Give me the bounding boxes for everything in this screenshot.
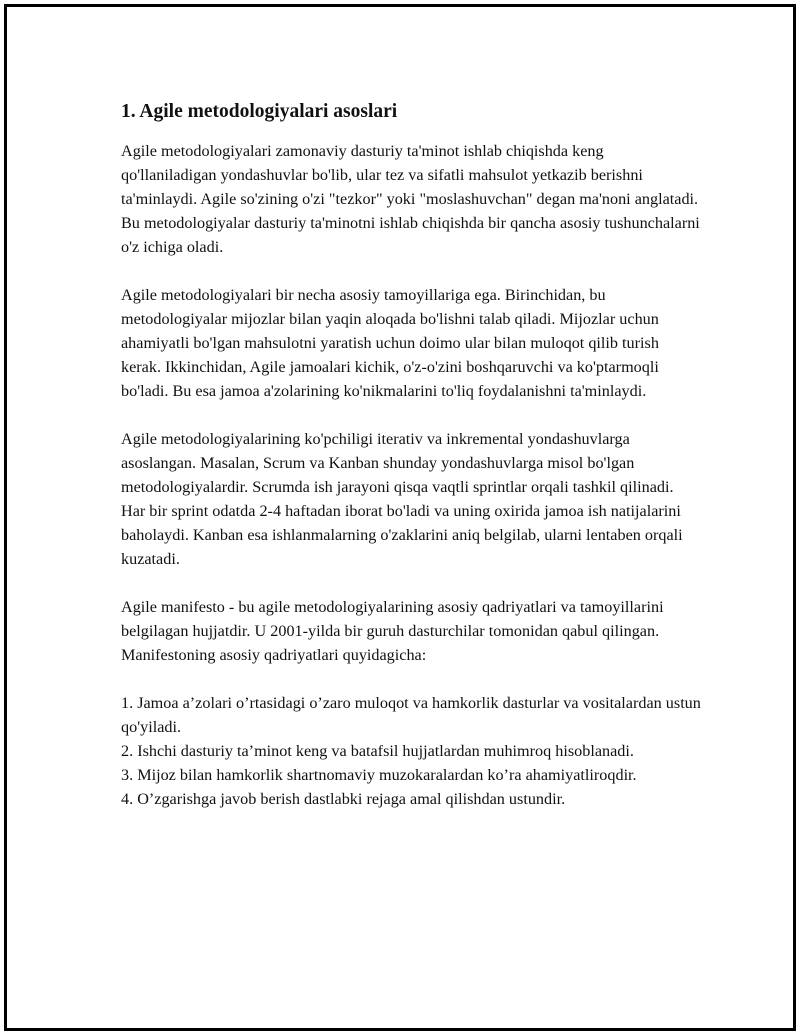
list-item: 2. Ishchi dasturiy ta’minot keng va batafsil hujjatlardan muhimroq hisoblanadi. [121,742,634,760]
list-item: 4. O’zgarishga javob berish dastlabki rejaga amal qilishdan ustundir. [121,790,566,808]
paragraph-manifesto: Agile manifesto - bu agile metodologiyalarining asosiy qadriyatlari va tamoyillarini belgilagan hujjatdir. U 2001-yilda bir guruh dasturchilar tomonidan qabul qilingan. Manifestoning asosiy qadriyatlari quyidagicha: [121,598,664,664]
paragraph-principles: Agile metodologiyalari bir necha asosiy tamoyillariga ega. Birinchidan, bu metodologiyalar mijozlar bilan yaqin aloqada bo'lishni talab qiladi. Mijozlar uchun ahamiyatli bo'lgan mahsulotni yaratish uchun doimo ular bilan muloqot qilib turish kerak. Ikkinchidan, Agile jamoalari kichik, o'z-o'zini boshqaruvchi va ko'ptarmoqli bo'ladi. Bu esa jamoa a'zolarining ko'nikmalarini to'liq foydalanishni ta'minlaydi. [121,286,659,400]
document-body [121,99,701,811]
manifesto-values-list [121,691,701,811]
paragraph-iterative: Agile metodologiyalarining ko'pchiligi iterativ va inkremental yondashuvlarga asoslangan. Masalan, Scrum va Kanban shunday yondashuvlarga misol bo'lgan metodologiyalardir. Scrumda ish jarayoni qisqa vaqtli sprintlar orqali tashkil qilinadi. Har bir sprint odatda 2-4 haftadan iborat bo'ladi va uning oxirida jamoa ish natijalarini baholaydi. Kanban esa ishlanmalarning o'zaklarini aniq belgilab, ularni lentaben orqali kuzatadi. [121,430,683,568]
list-item: 1. Jamoa a’zolari o’rtasidagi o’zaro muloqot va hamkorlik dasturlar va vositalardan ustun qo'yiladi. [121,694,701,736]
page-frame [4,4,796,1031]
list-item: 3. Mijoz bilan hamkorlik shartnomaviy muzokaralardan ko’ra ahamiyatliroqdir. [121,766,637,784]
document-title: 1. Agile metodologiyalari asoslari [121,101,398,122]
paragraph-intro: Agile metodologiyalari zamonaviy dasturiy ta'minot ishlab chiqishda keng qo'llaniladigan yondashuvlar bo'lib, ular tez va sifatli mahsulot yetkazib berishni ta'minlaydi. Agile so'zining o'zi "tezkor" yoki "moslashuvchan" degan ma'noni anglatadi. Bu metodologiyalar dasturiy ta'minotni ishlab chiqishda bir qancha asosiy tushunchalarni o'z ichiga oladi. [121,142,700,256]
